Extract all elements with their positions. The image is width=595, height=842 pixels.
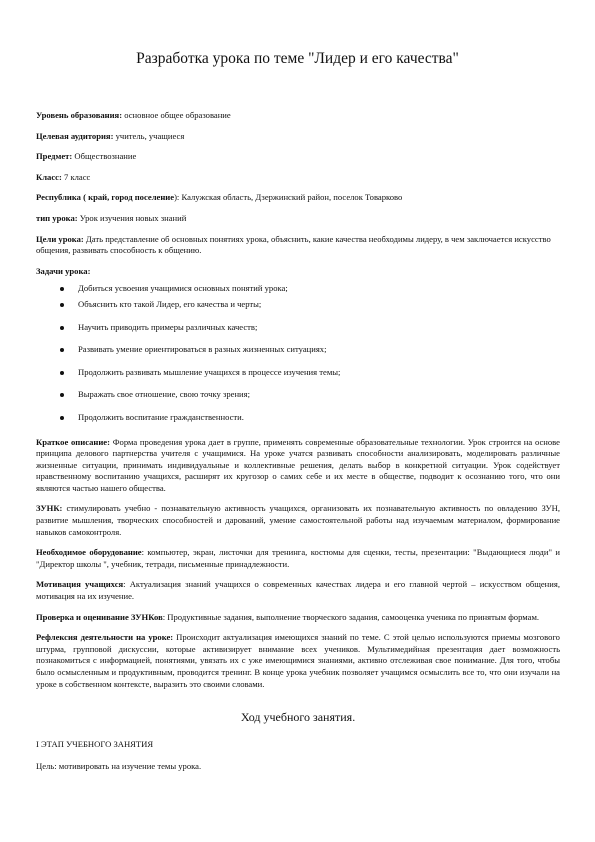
bullet-icon [60,393,64,397]
field-subject [36,151,560,163]
paragraph-label: Проверка и оценивание ЗУНКов [36,611,163,622]
paragraph-text: : Продуктивные задания, выполнение творческого задания, самооценка ученика по принятым формам. [162,611,540,622]
bullet-icon [60,371,64,375]
page-title: Разработка урока по теме "Лидер и его качества" [136,50,459,67]
field-value: 7 класс [61,171,91,182]
field-value: Дать представление об основных понятиях урока, объяснить, какие качества необходимы лидеру, в чем заключается искусство общения, развивать способность к общению. [36,233,551,256]
bullet-icon [60,287,64,291]
motivation-paragraph [36,579,560,602]
task-text: Выражать свое отношение, свою точку зрения; [78,389,250,400]
field-value: ): Калужская область, Дзержинский район, поселок Товарково [174,192,403,203]
task-text: Добиться усвоения учащимися основных понятий урока; [78,283,288,294]
paragraph-label: Краткое описание: [36,436,110,447]
paragraph-label: Рефлексия деятельности на уроке: [36,632,174,643]
paragraph-label: ЗУНК: [36,503,63,514]
task-text: Развивать умение ориентироваться в разных жизненных ситуациях; [78,344,327,355]
assessment-paragraph [36,612,560,624]
bullet-icon [60,326,64,330]
task-text: Продолжить развивать мышление учащихся в процессе изучения темы; [78,366,341,377]
field-label: Цели урока: [36,233,84,244]
field-lesson-type [36,213,560,225]
field-label: Уровень образования: [36,110,123,120]
paragraph-text: стимулировать учебно - познавательную активность учащихся, организовать их познавательную активность по овладению ЗУН, развитие мышления, творческих способностей и дарований, умение самостоятельной работы над изучаемым материалом, формирование навыков самоконтроля. [36,503,560,537]
summary-paragraph [36,437,560,495]
document-body [36,110,560,772]
task-text: Научить приводить примеры различных качеств; [78,321,258,332]
field-target-audience [36,131,560,143]
tasks-list [36,283,560,423]
task-text: Продолжить воспитание гражданственности. [78,411,244,422]
task-item [60,283,560,295]
paragraph-label: Мотивация учащихся [36,579,124,590]
task-item [60,344,560,356]
field-value: Обществознание [72,151,137,162]
reflection-paragraph [36,632,560,690]
bullet-icon [60,416,64,420]
field-label: Класс: [36,171,62,182]
lesson-flow-heading: Ход учебного занятия. [240,710,356,725]
bullet-icon [60,348,64,352]
stage-heading: I ЭТАП УЧЕБНОГО ЗАНЯТИЯ [36,739,154,750]
field-label: Целевая аудитория: [36,130,114,141]
bullet-icon [60,303,64,307]
field-label: Предмет: [36,151,73,162]
field-education-level [36,110,560,122]
paragraph-label: Необходимое оборудование [36,547,142,558]
tasks-heading: Задачи урока: [36,265,91,276]
paragraph-text: Форма проведения урока дает в группе, применять современные образовательные технологии. Урок строится на основе принципа делового партнерства учителя с учащимися. На уроке учатся развивать способности анализировать, моделировать различные жизненные ситуации, принимать индивидуальные и коллективные решения, делать выбор в конкретной ситуации. Урок содействует нравственному воспитанию учащихся, расширят их кругозор о самих себе и их месте в обществе, подводит к осознанию того, что они являются частью нашего общества. [36,436,560,493]
task-item [60,389,560,401]
task-item [60,412,560,424]
field-value: основное общее образование [122,110,231,120]
field-value: Урок изучения новых знаний [77,212,187,223]
task-item [60,367,560,379]
task-item [60,322,560,334]
field-lesson-goals [36,234,560,257]
paragraph-text: Происходит актуализация имеющихся знаний по теме. С этой целью используются приемы мозгового штурма, групповой дискуссии, которые активизирует внимание всех учеников. Мультимедийная презентация дает возможность познакомиться с информацией, понятиями, увязать их с уже имеющимися знаниями, активно отслеживая свое понимание. Для того, чтобы было осмысленным и продуктивным, проводится тренинг. В конце урока учебник позволяет учащимся осмыслить все то, что они изучали на уроке в собственном контексте, выразить это своими словами. [36,632,560,689]
zunk-paragraph [36,503,560,538]
field-label: Республика ( край, город поселение [36,192,175,203]
field-republic [36,192,560,204]
paragraph-text: : Актуализация знаний учащихся о современных качествах лидера и его главной чертой – искусством общения, мотивация на их изучение. [36,579,560,602]
paragraph-text: : компьютер, экран, листочки для тренинга, костюмы для сценки, тесты, презентации: "Выдающиеся люди" и "Директор школы ", учебник, тетради, письменные принадлежности. [36,547,560,569]
field-value: учитель, учащиеся [113,130,185,141]
equipment-paragraph [36,547,560,570]
stage-goal: Цель: мотивировать на изучение темы урока. [36,760,202,771]
task-text: Объяснить кто такой Лидер, его качества и черты; [78,298,262,309]
field-label: тип урока: [36,212,78,223]
field-class [36,172,560,184]
task-item [60,299,560,311]
